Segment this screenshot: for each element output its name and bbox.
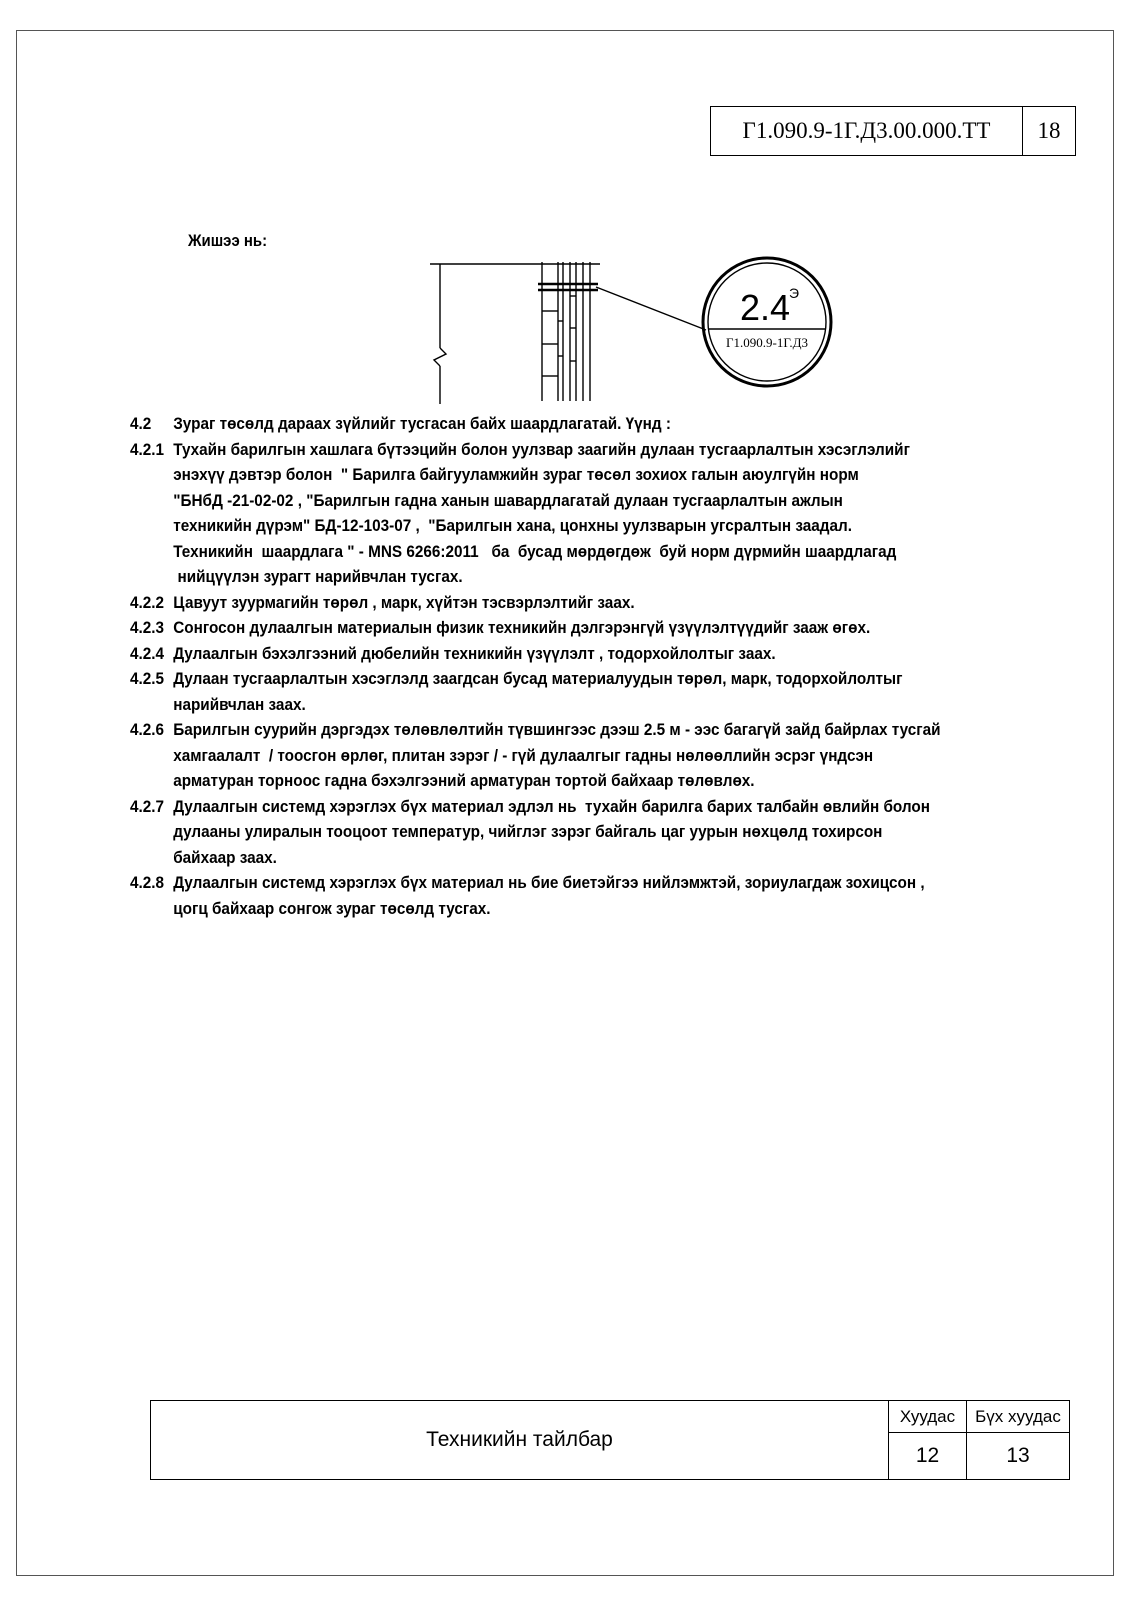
list-item: 4.2.2 Цавуут зуурмагийн төрөл , марк, хүйтэн тэсвэрлэлтийг заах.	[130, 592, 635, 612]
callout-reference: Г1.090.9-1Г.Д3	[725, 335, 809, 350]
list-item: 4.2.7 Дулаалгын системд хэрэглэх бүх материал эдлэл нь тухайн барилга барих талбайн өвлийн болон дулааны улиралын тооцоот температур, чийглэг зэрэг байгаль цаг уурын нөхцөлд тохирсон байхаар заах.	[130, 796, 931, 867]
page-number: 18	[1037, 118, 1061, 143]
list-item: 4.2.5 Дулаан тусгаарлалтын хэсэглэлд заагдсан бусад материалуудын төрөл, марк, тодорхойлолтыг нарийвчлан заах.	[130, 669, 903, 714]
document-code-box	[710, 106, 1076, 156]
detail-drawing	[420, 256, 860, 416]
title-block	[150, 1400, 1070, 1480]
total-sheets-label: Бүх хуудас	[967, 1401, 1069, 1433]
document-code: Г1.090.9-1Г.Д3.00.000.ТТ	[711, 107, 1023, 155]
list-item: 4.2.6 Барилгын суурийн дэргэдэх төлөвлөлтийн түвшингээс дээш 2.5 м - ээс багагүй зайд байрлах тусгай хамгаалалт / тоосгон өрлөг, плитан зэрэг / - гүй дулаалгыг гадны нөлөөллийн эсрэг үндсэн арматуран торноос гадна бэхэлгээний арматуран тортой байхаар төлөвлөх.	[130, 720, 941, 790]
sheet-label: Хуудас	[889, 1401, 967, 1433]
list-item: 4.2.8 Дулаалгын системд хэрэглэх бүх материал нь бие биетэйгээ нийлэмжтэй, зориулагдаж зохицсон , цогц байхаар сонгож зураг төсөлд тусгах.	[130, 873, 925, 918]
list-item: 4.2.4 Дулаалгын бэхэлгээний дюбелийн техникийн үзүүлэлт , тодорхойлолтыг заах.	[130, 643, 776, 663]
example-label: Жишээ нь:	[188, 231, 268, 250]
document-title: Техникийн тайлбар	[151, 1401, 889, 1479]
callout-superscript: Э	[788, 285, 800, 301]
list-item: 4.2 Зураг төсөлд дараах зүйлийг тусгасан байх шаардлагатай. Үүнд :	[130, 414, 671, 433]
total-sheets-value: 13	[1006, 1444, 1030, 1467]
list-item: 4.2.3 Сонгосон дулаалгын материалын физик техникийн дэлгэрэнгүй үзүүлэлтүүдийг зааж өгөх.	[130, 618, 871, 637]
callout-number: 2.4	[739, 287, 791, 328]
requirements-list	[130, 411, 1030, 921]
sheet-value: 12	[889, 1433, 967, 1479]
list-item: 4.2.1 Тухайн барилгын хашлага бүтээцийн болон уулзвар заагийн дулаан тусгаарлалтын хэсэглэлийг энэхүү дэвтэр болон " Барилга байгууламжийн зураг төсөл зохиох галын аюулгүйн норм "БНбД -21-02-02 , "Барилгын гадна ханын шавардлагатай дулаан тусгаарлалтын ажлын техникийн дүрэм" БД-12-103-07 , "Барилгын хана, цонхны уулзварын угсралтын заадал. Техникийн шаардлага " - MNS 6266:2011 ба бусад мөрдөгдөж буй норм дүрмийн шаардлагад нийцүүлэн зурагт нарийвчлан тусгах.	[130, 439, 910, 586]
